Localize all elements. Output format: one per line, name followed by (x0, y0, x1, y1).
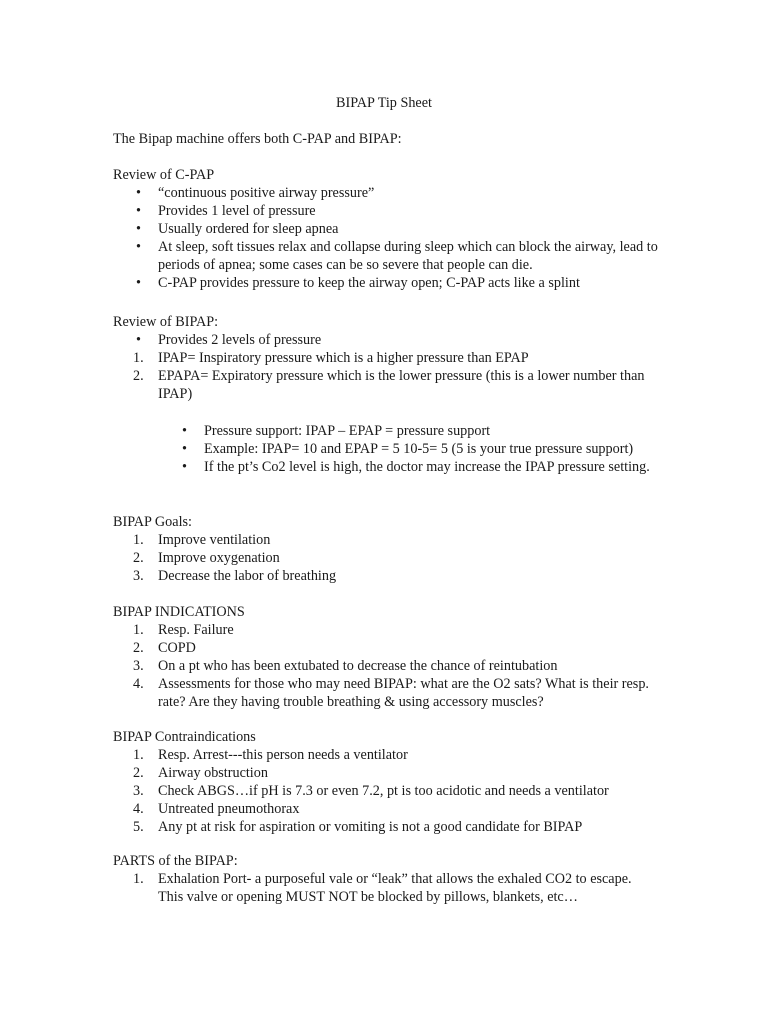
list-item (113, 202, 658, 220)
list-item-text: Check ABGS…if pH is 7.3 or even 7.2, pt is too acidotic and needs a ventilator (158, 783, 609, 799)
list-number: 5. (133, 819, 144, 835)
list-item (113, 458, 658, 476)
list-item (113, 675, 658, 711)
contraindications-heading: BIPAP Contraindications (113, 729, 256, 745)
bullet-icon: • (136, 275, 141, 291)
goals-heading: BIPAP Goals: (113, 514, 192, 530)
list-item-text: “continuous positive airway pressure” (158, 185, 375, 201)
pressure-support-section (113, 422, 658, 476)
list-item-text: Provides 1 level of pressure (158, 203, 316, 219)
list-item (113, 818, 658, 836)
list-number: 3. (133, 783, 144, 799)
list-item-text: If the pt’s Co2 level is high, the doctor may increase the IPAP pressure setting. (204, 459, 650, 475)
list-item-text: Example: IPAP= 10 and EPAP = 5 10-5= 5 (5 is your true pressure support) (204, 441, 634, 457)
intro-paragraph (113, 130, 658, 148)
list-item-text: EPAPA= Expiratory pressure which is the lower pressure (this is a lower number than IPAP) (158, 368, 645, 402)
list-item-text: Resp. Arrest---this person needs a ventilator (158, 747, 408, 763)
bullet-icon: • (182, 423, 187, 439)
list-item (113, 274, 658, 292)
list-number: 1. (133, 747, 144, 763)
list-number: 2. (133, 765, 144, 781)
bipap-review-heading: Review of BIPAP: (113, 314, 219, 330)
list-number: 2. (133, 368, 144, 384)
contraindications-list (113, 746, 658, 836)
contraindications-section (113, 728, 658, 836)
list-item-text: C-PAP provides pressure to keep the airway open; C-PAP acts like a splint (158, 275, 580, 291)
list-item-text: Assessments for those who may need BIPAP: what are the O2 sats? What is their resp. rate? Are they having trouble breathing & using accessory muscles? (158, 676, 649, 710)
list-item-text: Pressure support: IPAP – EPAP = pressure support (204, 423, 491, 439)
parts-list (113, 870, 658, 906)
pressure-support-list (113, 422, 658, 476)
list-item (113, 440, 658, 458)
list-number: 1. (133, 622, 144, 638)
list-number: 2. (133, 550, 144, 566)
list-item (113, 422, 658, 440)
list-item-text: On a pt who has been extubated to decrease the chance of reintubation (158, 658, 558, 674)
list-number: 1. (133, 350, 144, 366)
list-item (113, 746, 658, 764)
list-item (113, 800, 658, 818)
list-number: 4. (133, 676, 144, 692)
list-item-text: Improve oxygenation (158, 550, 280, 566)
list-item (113, 349, 658, 367)
list-item (113, 531, 658, 549)
list-number: 2. (133, 640, 144, 656)
indications-section (113, 603, 658, 711)
list-item (113, 367, 658, 403)
list-item (113, 331, 658, 349)
list-item-text: IPAP= Inspiratory pressure which is a higher pressure than EPAP (158, 350, 529, 366)
list-item-text: At sleep, soft tissues relax and collapse during sleep which can block the airway, lead to periods of apnea; some cases can be so severe that people can die. (158, 239, 658, 273)
bipap-review-section (113, 313, 658, 403)
list-number: 1. (133, 532, 144, 548)
parts-section (113, 852, 658, 906)
list-item-text: Usually ordered for sleep apnea (158, 221, 339, 237)
list-item-text: Exhalation Port- a purposeful vale or “leak” that allows the exhaled CO2 to escape. This valve or opening MUST NOT be blocked by pillows, blankets, etc… (158, 871, 632, 905)
list-number: 4. (133, 801, 144, 817)
bullet-icon: • (136, 203, 141, 219)
list-item-text: COPD (158, 640, 196, 656)
goals-list (113, 531, 658, 585)
list-item-text: Untreated pneumothorax (158, 801, 300, 817)
list-item-text: Provides 2 levels of pressure (158, 332, 322, 348)
bullet-icon: • (136, 239, 141, 255)
list-item-text: Any pt at risk for aspiration or vomiting is not a good candidate for BIPAP (158, 819, 583, 835)
list-item (113, 621, 658, 639)
bullet-icon: • (182, 441, 187, 457)
list-number: 3. (133, 658, 144, 674)
list-item (113, 764, 658, 782)
list-item (113, 184, 658, 202)
cpap-section (113, 166, 658, 292)
intro-text: The Bipap machine offers both C-PAP and BIPAP: (113, 131, 402, 147)
list-item-text: Improve ventilation (158, 532, 271, 548)
list-item-text: Decrease the labor of breathing (158, 568, 337, 584)
list-item (113, 639, 658, 657)
list-item (113, 567, 658, 585)
parts-heading: PARTS of the BIPAP: (113, 853, 238, 869)
indications-heading: BIPAP INDICATIONS (113, 604, 245, 620)
list-number: 1. (133, 871, 144, 887)
bullet-icon: • (182, 459, 187, 475)
bullet-icon: • (136, 185, 141, 201)
bullet-icon: • (136, 332, 141, 348)
bipap-bullet-list (113, 331, 658, 349)
cpap-heading: Review of C-PAP (113, 167, 215, 183)
cpap-list (113, 184, 658, 292)
list-item (113, 782, 658, 800)
list-number: 3. (133, 568, 144, 584)
list-item (113, 657, 658, 675)
list-item (113, 549, 658, 567)
indications-list (113, 621, 658, 711)
goals-section (113, 513, 658, 585)
list-item (113, 870, 658, 906)
list-item (113, 238, 658, 274)
bipap-numbered-list (113, 349, 658, 403)
list-item-text: Airway obstruction (158, 765, 268, 781)
bullet-icon: • (136, 221, 141, 237)
document-title: BIPAP Tip Sheet (336, 95, 432, 111)
list-item-text: Resp. Failure (158, 622, 234, 638)
list-item (113, 220, 658, 238)
